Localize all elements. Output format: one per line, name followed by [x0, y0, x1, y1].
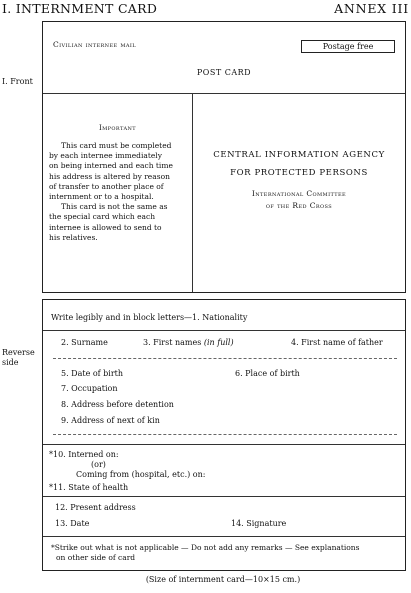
important-line: his relatives. [49, 232, 98, 242]
field-next-of-kin: 9. Address of next of kin [61, 416, 160, 425]
post-card-title: POST CARD [196, 68, 252, 77]
important-line: the special card which each [49, 212, 156, 222]
field-interned-on: *10. Interned on: [49, 450, 119, 459]
first-names-label: 3. First names [143, 338, 204, 347]
field-signature: 14. Signature [231, 519, 287, 528]
field-surname: 2. Surname [61, 338, 108, 347]
important-line: This card is not the same as [61, 202, 168, 212]
important-line: internee is allowed to send to [49, 222, 162, 232]
instruction-nationality: Write legibly and in block letters—1. Nationality [51, 313, 248, 322]
footnote-line: on other side of card [56, 553, 136, 562]
field-first-names [143, 338, 234, 347]
important-heading: Important [98, 124, 136, 132]
field-coming-from: Coming from (hospital, etc.) on: [76, 470, 206, 479]
in-full-label: (in full) [203, 338, 234, 347]
committee-line: of the Red Cross [265, 201, 333, 210]
field-or: (or) [91, 460, 106, 469]
reverse-side-label [2, 348, 35, 368]
front-side-label: I. Front [2, 77, 33, 86]
annex-label: ANNEX III [334, 1, 409, 16]
field-father-name: 4. First name of father [291, 338, 383, 347]
field-place-of-birth: 6. Place of birth [235, 369, 300, 378]
committee-address [193, 188, 405, 212]
important-line: his address is altered by reason [49, 171, 170, 181]
field-present-address: 12. Present address [55, 503, 136, 512]
field-address-before: 8. Address before detention [61, 400, 174, 409]
reverse-card [42, 299, 406, 571]
agency-line: FOR PROTECTED PERSONS [230, 168, 368, 178]
agency-line: CENTRAL INFORMATION AGENCY [213, 150, 385, 160]
important-line: internment or to a hospital. [49, 192, 154, 202]
field-date-of-birth: 5. Date of birth [61, 369, 124, 378]
reverse-label-line: Reverse [2, 348, 35, 357]
footnote [51, 543, 359, 563]
important-line: on being interned and each time [49, 161, 173, 171]
important-line: of transfer to another place of [49, 181, 164, 191]
postage-free-box: Postage free [301, 40, 395, 53]
field-date: 13. Date [55, 519, 90, 528]
important-line: This card must be completed [61, 141, 172, 150]
reverse-label-line: side [2, 358, 19, 367]
field-occupation: 7. Occupation [61, 384, 118, 393]
field-state-of-health: *11. State of health [49, 483, 129, 492]
important-text [49, 141, 186, 243]
footnote-line: *Strike out what is not applicable — Do not add any remarks — See explanations [51, 543, 360, 552]
agency-address [193, 146, 405, 182]
committee-line: International Committee [251, 189, 347, 198]
size-caption: (Size of internment card—10×15 cm.) [145, 575, 301, 584]
important-line: by each internee immediately [49, 151, 162, 161]
civilian-mail-label: Civilian internee mail [53, 40, 136, 49]
document-title: I. INTERNMENT CARD [2, 1, 158, 16]
front-card [42, 21, 406, 293]
